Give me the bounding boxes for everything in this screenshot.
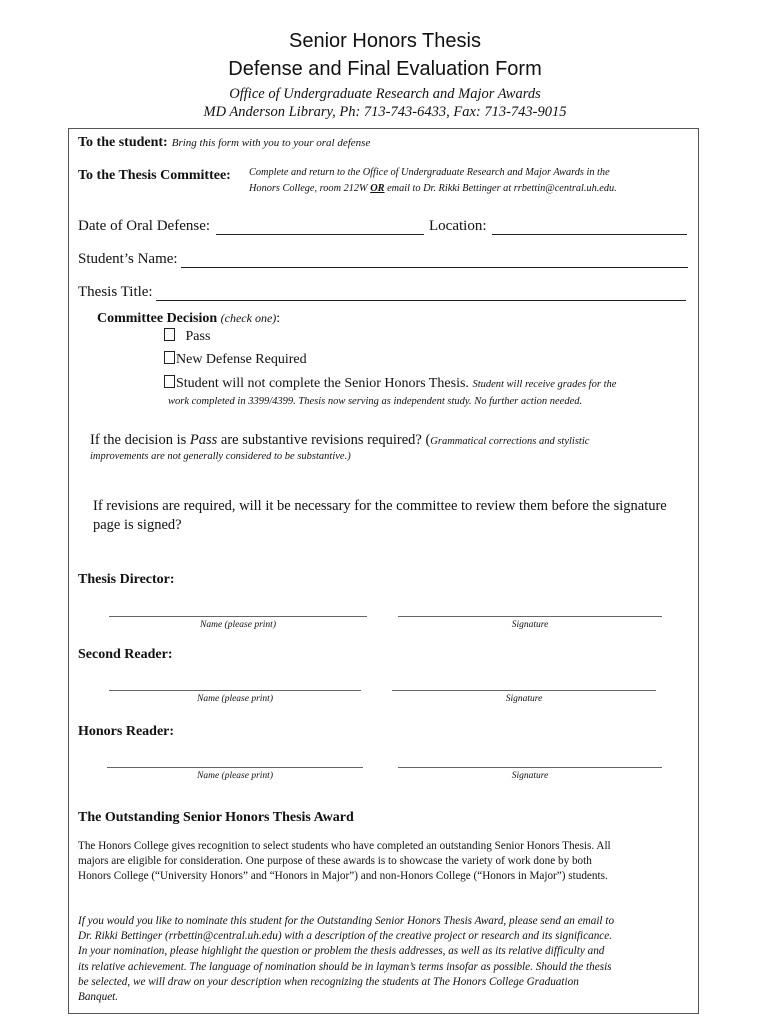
option-not-complete-note-line2: work completed in 3399/4399. Thesis now serving as independent study. No further action needed.: [168, 396, 583, 407]
second-reader-label: Second Reader:: [78, 647, 173, 662]
nomination-line: Banquet.: [78, 991, 119, 1004]
pass-checkbox[interactable]: [164, 328, 175, 341]
honors-reader-signature-line[interactable]: [398, 767, 662, 768]
nomination-line: Dr. Rikki Bettinger (rrbettin@central.uh.edu) with a description of the creative project or research and its significance.: [78, 930, 613, 943]
revisions-question-part-a: If the decision is: [90, 432, 190, 448]
honors-reader-name-line[interactable]: [107, 767, 363, 768]
revisions-question-part-b: are substantive revisions required? (: [217, 432, 431, 448]
option-not-complete-note: Student will receive grades for the: [472, 379, 617, 390]
honors-reader-label: Honors Reader:: [78, 724, 175, 739]
second-reader-signature-caption: Signature: [505, 694, 543, 704]
committee-note-part-a: Honors College, room 212W: [249, 183, 371, 194]
nomination-line: be selected, we will draw on your description when recognizing the students at The Honors College Graduation: [78, 975, 579, 988]
revisions-question-note: Grammatical corrections and stylistic: [430, 436, 590, 447]
form-title-line2: Defense and Final Evaluation Form: [228, 58, 542, 80]
location-field[interactable]: [492, 234, 687, 235]
committee-decision-label: Committee Decision: [97, 311, 218, 326]
nomination-line: If you would you like to nominate this student for the Outstanding Senior Honors Thesis Award, please send an email to: [78, 915, 615, 927]
new-defense-checkbox[interactable]: [164, 351, 175, 364]
revisions-question: [90, 432, 589, 449]
revisions-question-pass: Pass: [189, 432, 218, 448]
student-note: [78, 133, 370, 151]
not-complete-checkbox[interactable]: [164, 375, 175, 388]
option-not-complete[interactable]: [164, 375, 616, 392]
thesis-director-label: Thesis Director:: [78, 572, 175, 587]
nomination-line: its relative achievement. The language of nomination should be in layman’s terms insofar as possible. Should the thesis: [78, 960, 612, 973]
committee-note-text-line2: [249, 183, 617, 194]
thesis-director-signature-line[interactable]: [398, 616, 662, 617]
option-pass[interactable]: [164, 328, 210, 345]
option-pass-label: Pass: [185, 329, 211, 344]
form-title-line1: Senior Honors Thesis: [289, 30, 481, 52]
option-not-complete-label: Student will not complete the Senior Honors Thesis.: [176, 376, 469, 391]
honors-reader-name-caption: Name (please print): [197, 771, 273, 781]
student-note-label: To the student:: [78, 135, 168, 150]
committee-note-label: To the Thesis Committee:: [78, 168, 231, 183]
second-reader-name-line[interactable]: [109, 690, 361, 691]
option-new-defense[interactable]: [164, 351, 307, 368]
committee-note-or: OR: [370, 183, 385, 194]
honors-reader-signature-caption: Signature: [511, 771, 549, 781]
review-question-line2: page is signed?: [93, 517, 182, 533]
award-description-line: The Honors College gives recognition to select students who have completed an outstanding Senior Honors Thesis. All: [78, 840, 611, 852]
student-note-text: Bring this form with you to your oral defense: [171, 137, 371, 149]
thesis-director-name-line[interactable]: [109, 616, 367, 617]
thesis-director-name-caption: Name (please print): [200, 620, 276, 630]
committee-note-part-b: email to Dr. Rikki Bettinger at rrbettin@central.uh.edu.: [384, 183, 617, 194]
award-description-line: majors are eligible for consideration. One purpose of these awards is to showcase the variety of work done by both: [78, 855, 592, 867]
thesis-title-field[interactable]: [156, 300, 686, 301]
date-field[interactable]: [216, 234, 424, 235]
review-question-line1: If revisions are required, will it be necessary for the committee to review them before the signature: [93, 498, 667, 514]
nomination-instructions: [78, 914, 614, 1005]
revisions-question-note-line2: improvements are not generally considered to be substantive.): [90, 451, 351, 462]
location-label: Location:: [429, 218, 487, 234]
award-title: The Outstanding Senior Honors Thesis Award: [78, 810, 354, 825]
nomination-line: In your nomination, please highlight the question or problem the thesis addresses, as well as its relative difficulty and: [78, 945, 605, 958]
committee-note-text-line1: Complete and return to the Office of Undergraduate Research and Major Awards in the: [249, 167, 610, 178]
committee-decision-colon: :: [276, 311, 281, 326]
office-name: Office of Undergraduate Research and Major Awards: [229, 86, 541, 102]
award-description-line: Honors College (“University Honors” and “Honors in Major”) and non-Honors College (“Honors in Major”) students.: [78, 870, 608, 882]
award-description: [78, 839, 611, 884]
thesis-title-label: Thesis Title:: [78, 284, 153, 300]
thesis-director-signature-caption: Signature: [511, 620, 549, 630]
second-reader-signature-line[interactable]: [392, 690, 656, 691]
student-name-field[interactable]: [181, 267, 688, 268]
committee-decision-hint: (check one): [220, 311, 277, 325]
option-new-defense-label: New Defense Required: [176, 352, 307, 367]
committee-decision-heading: [97, 311, 280, 327]
student-name-label: Student’s Name:: [78, 251, 178, 267]
date-label: Date of Oral Defense:: [78, 218, 211, 234]
second-reader-name-caption: Name (please print): [197, 694, 273, 704]
office-contact: MD Anderson Library, Ph: 713-743-6433, Fax: 713-743-9015: [203, 104, 567, 120]
